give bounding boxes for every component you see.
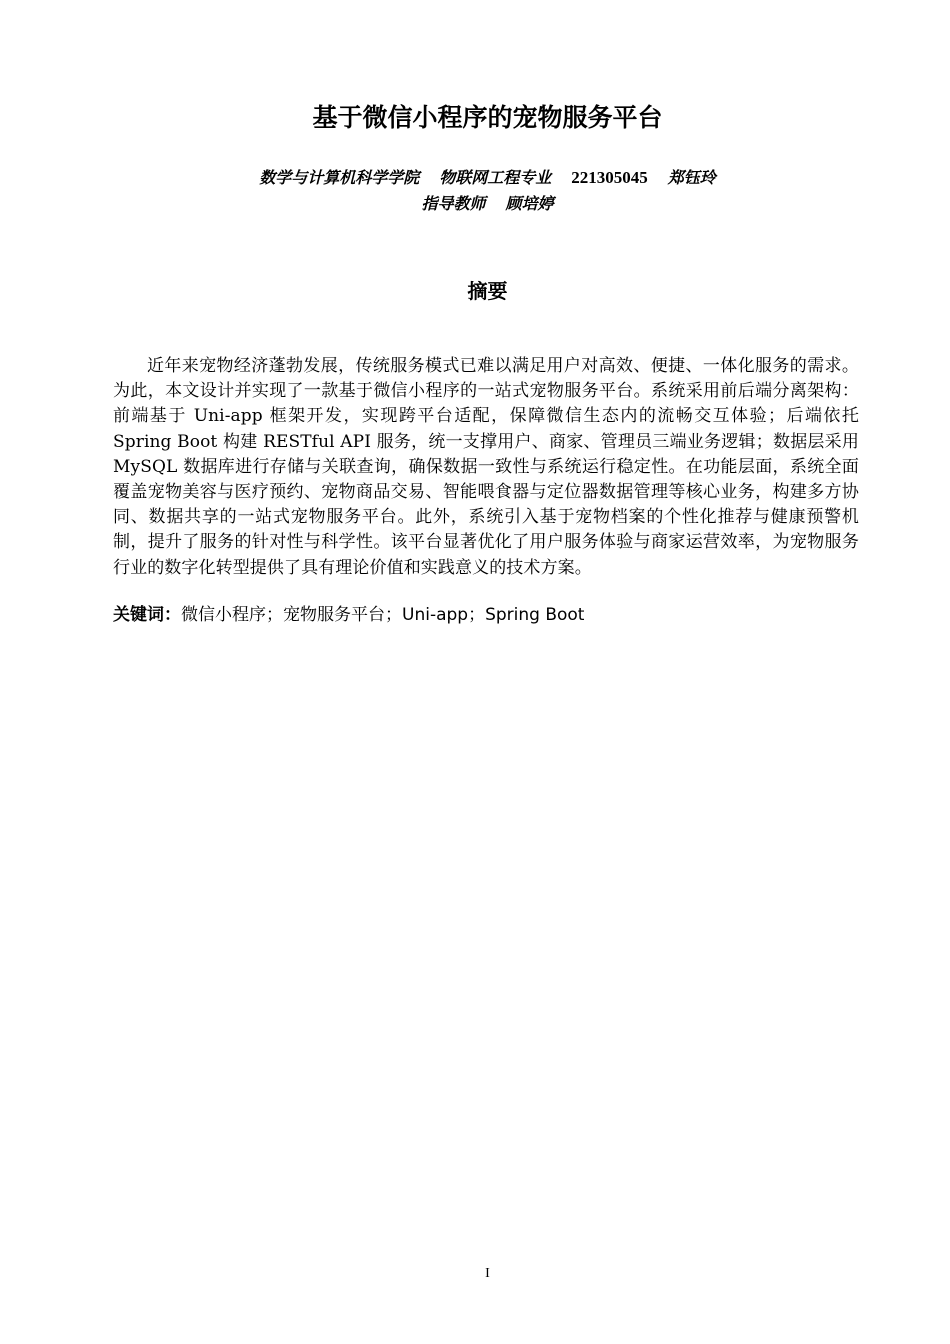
major-name: 物联网工程专业 — [439, 168, 552, 187]
keywords-items: 微信小程序；宠物服务平台；Uni-app；Spring Boot — [181, 605, 585, 625]
advisor-name: 顾培婷 — [505, 194, 554, 213]
document-title: 基于微信小程序的宠物服务平台 — [312, 103, 663, 132]
student-name: 郑钰玲 — [667, 168, 716, 187]
advisor-label: 指导教师 — [421, 194, 486, 213]
abstract-body: 近年来宠物经济蓬勃发展，传统服务模式已难以满足用户对高效、便捷、一体化服务的需求。为此，本文设计并实现了一款基于微信小程序的一站式宠物服务平台。系统采用前后端分离架构：前端基于 Uni-app 框架开发，实现跨平台适配，保障微信生态内的流畅交互体验；后端依托 Spring Boot 构建 RESTful API 服务，统一支撑用户、商家、管理员三端业务逻辑；数据层采用 MySQL 数据库进行存储与关联查询，确保数据一致性与系统运行稳定性。在功能层面，系统全面覆盖宠物美容与医疗预约、宠物商品交易、智能喂食器与定位器数据管理等核心业务，构建多方协同、数据共享的一站式宠物服务平台。此外，系统引入基于宠物档案的个性化推荐与健康预警机制，提升了服务的针对性与科学性。该平台显著优化了用户服务体验与商家运营效率，为宠物服务行业的数字化转型提供了具有理论价值和实践意义的技术方案。 — [113, 356, 859, 578]
keywords-line — [113, 603, 859, 628]
school-name: 数学与计算机科学学院 — [259, 168, 420, 187]
author-line — [0, 167, 950, 189]
advisor-line — [0, 193, 950, 215]
abstract-heading: 摘要 — [467, 279, 508, 303]
student-id: 221305045 — [571, 168, 648, 187]
keywords-label: 关键词： — [113, 605, 181, 625]
page-number: I — [485, 1266, 490, 1281]
